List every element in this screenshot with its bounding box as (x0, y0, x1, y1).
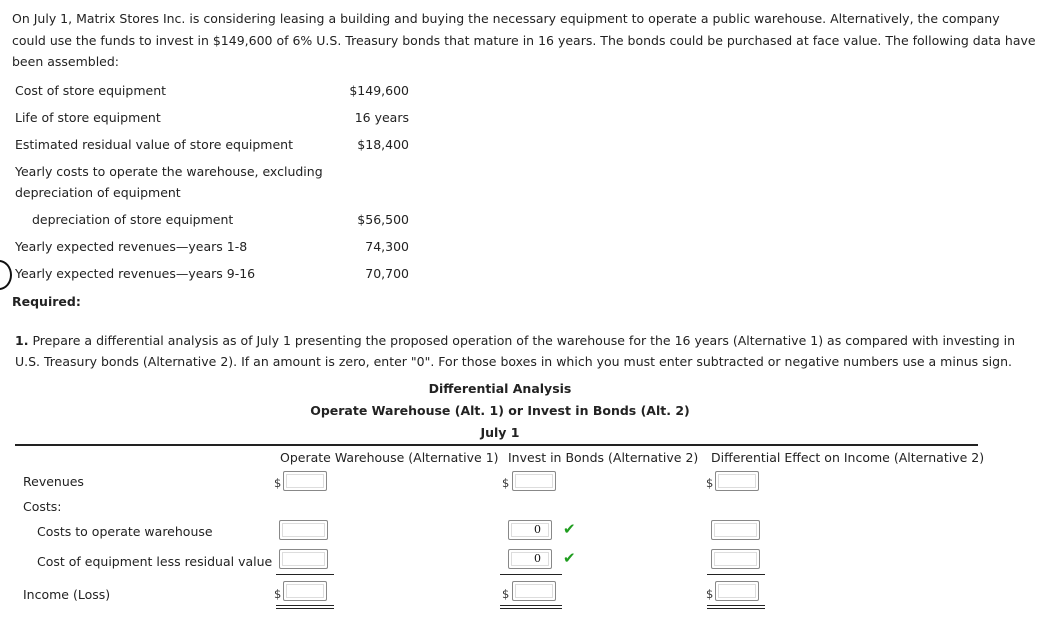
table-title: Differential Analysis (428, 381, 572, 396)
data-value-revenues-1-8: 74,300 (365, 239, 409, 254)
currency-symbol: $ (706, 587, 714, 601)
equipment-cost-alt2-input[interactable]: 0 (508, 549, 552, 569)
subtotal-underline (276, 574, 334, 575)
data-label-life: Life of store equipment (15, 110, 161, 125)
row-label-costs: Costs: (23, 499, 62, 514)
currency-symbol: $ (706, 476, 714, 490)
data-label-yearly-costs: Yearly costs to operate the warehouse, excluding (15, 164, 323, 179)
row-label-income: Income (Loss) (23, 587, 111, 602)
revenues-alt2-input[interactable] (512, 471, 556, 491)
data-value-yearly-costs: $56,500 (357, 212, 409, 227)
income-diff-input[interactable] (715, 581, 759, 601)
data-label-revenues-9-16: Yearly expected revenues—years 9-16 (15, 266, 256, 281)
data-value-life: 16 years (354, 110, 409, 125)
revenues-alt1-input[interactable] (283, 471, 327, 491)
operate-costs-diff-input[interactable] (711, 520, 760, 540)
instruction-text: Prepare a differential analysis as of July 1 presenting the proposed operation of the warehouse for the 16 years (Alternative 1) as compared with investing in U.S. Treasury bonds (Alternative 2). If an amount is zero, enter "0". For those boxes in which you must enter subtracted or negative numbers use a minus sign. (15, 333, 1016, 369)
row-label-costs-equipment: Cost of equipment less residual value (37, 554, 273, 569)
equipment-cost-diff-input[interactable] (711, 549, 760, 569)
currency-symbol: $ (502, 476, 510, 490)
instruction-number: 1. (15, 333, 29, 348)
table-header-rule (15, 444, 978, 446)
problem-intro: On July 1, Matrix Stores Inc. is considering leasing a building and buying the necessary equipment to operate a public warehouse. Alternatively, the company could use the funds to invest in $149,600 of 6% U.S. Treasury bonds that mature in 16 years. The bonds could be purchased at face value. The following data have been assembled: (12, 11, 1036, 69)
column-header-alt2: Invest in Bonds (Alternative 2) (508, 450, 699, 465)
income-alt1-input[interactable] (283, 581, 327, 601)
required-heading: Required: (12, 294, 81, 309)
data-label-residual: Estimated residual value of store equipment (15, 137, 293, 152)
column-header-alt1: Operate Warehouse (Alternative 1) (280, 450, 499, 465)
data-value-revenues-9-16: 70,700 (365, 266, 409, 281)
data-value-residual: $18,400 (357, 137, 409, 152)
row-label-revenues: Revenues (23, 474, 84, 489)
operate-costs-alt2-input[interactable]: 0 (508, 520, 552, 540)
table-date: July 1 (480, 425, 520, 440)
subtotal-underline (500, 574, 562, 575)
total-double-underline (276, 605, 334, 609)
equipment-cost-alt1-input[interactable] (279, 549, 328, 569)
subtotal-underline (707, 574, 765, 575)
data-value-cost: $149,600 (349, 83, 409, 98)
data-label-revenues-1-8: Yearly expected revenues—years 1-8 (15, 239, 248, 254)
currency-symbol: $ (274, 476, 282, 490)
currency-symbol: $ (502, 587, 510, 601)
column-header-diff: Differential Effect on Income (Alternative 2) (711, 450, 985, 465)
operate-costs-alt1-input[interactable] (279, 520, 328, 540)
data-label-yearly-costs-line3: depreciation of store equipment (32, 212, 234, 227)
data-label-yearly-costs-line2: depreciation of equipment (15, 185, 181, 200)
data-label-cost: Cost of store equipment (15, 83, 167, 98)
correct-check-icon: ✔ (563, 549, 576, 567)
total-double-underline (500, 605, 562, 609)
revenues-diff-input[interactable] (715, 471, 759, 491)
currency-symbol: $ (274, 587, 282, 601)
total-double-underline (707, 605, 765, 609)
table-subtitle: Operate Warehouse (Alt. 1) or Invest in Bonds (Alt. 2) (310, 403, 690, 418)
income-alt2-input[interactable] (512, 581, 556, 601)
correct-check-icon: ✔ (563, 520, 576, 538)
edge-indicator (0, 260, 12, 290)
instruction (15, 330, 1030, 372)
row-label-costs-operate: Costs to operate warehouse (37, 524, 213, 539)
